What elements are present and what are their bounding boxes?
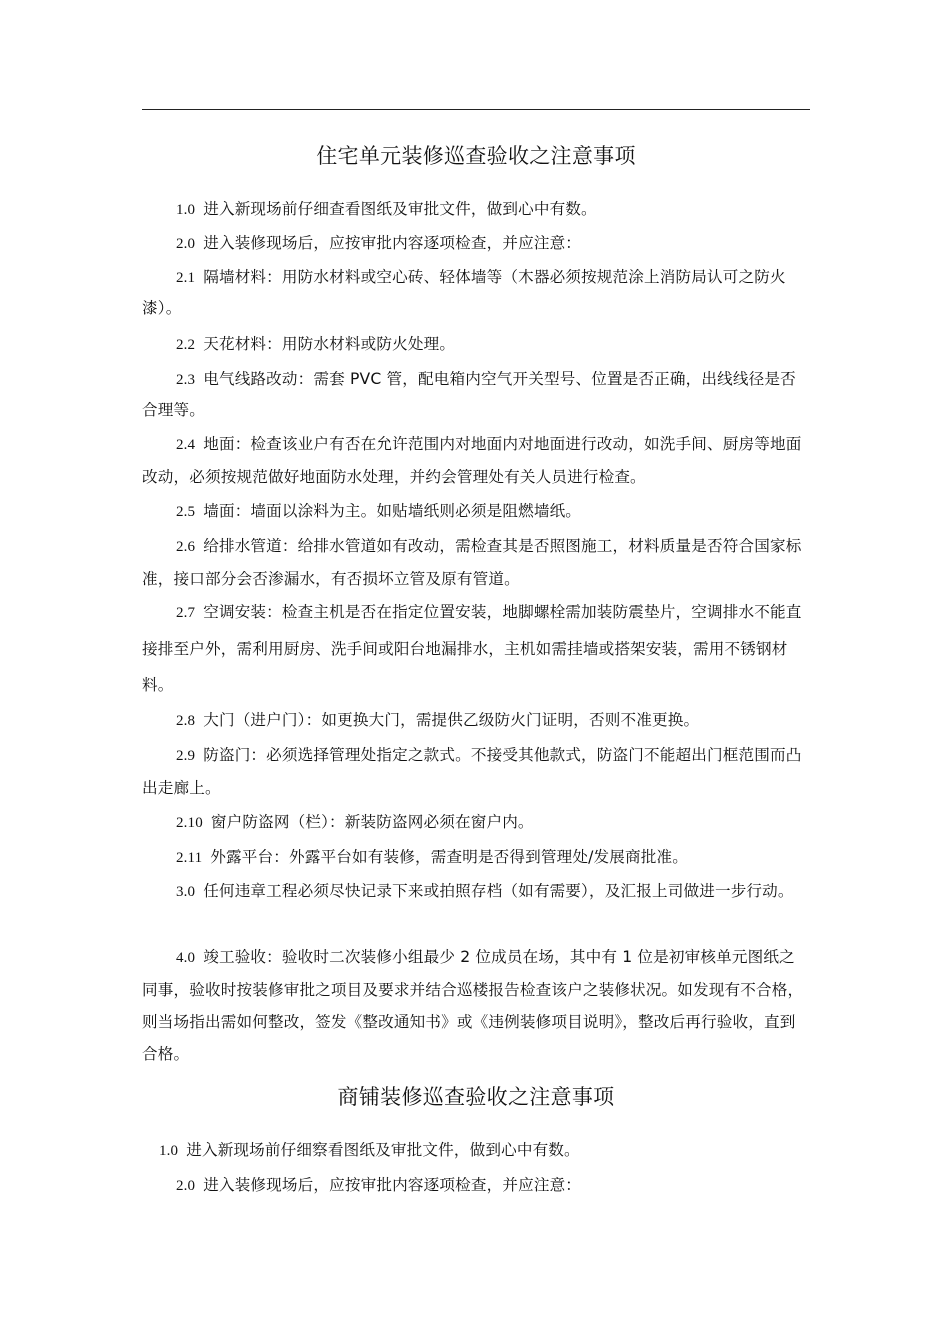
- section1-item-2-0: [142, 227, 810, 260]
- item-text: 隔墙材料：用防水材料或空心砖、轻体墙等（木器必须按规范涂上消防局认可之防火漆）。: [142, 268, 786, 317]
- section1-item-2-7: [142, 594, 810, 703]
- section1-item-2-3: [142, 364, 810, 425]
- section1-title: 住宅单元装修巡查验收之注意事项: [316, 144, 636, 168]
- item-text: 天花材料：用防水材料或防火处理。: [203, 335, 456, 353]
- item-number: 4.0: [176, 950, 196, 966]
- item-number: 2.10: [176, 815, 203, 831]
- item-number: 3.0: [176, 884, 196, 900]
- section2-title: 商铺装修巡查验收之注意事项: [337, 1085, 615, 1109]
- item-text: 空调安装：检查主机是否在指定位置安装，地脚螺栓需加装防震垫片，空调排水不能直接排至户外，需利用厨房、洗手间或阳台地漏排水，主机如需挂墙或搭架安装，需用不锈钢材料。: [142, 603, 802, 694]
- item-number: 2.5: [176, 504, 196, 520]
- section2-item-2-0: [142, 1169, 810, 1202]
- section1-item-2-4: [142, 428, 810, 493]
- section1-item-2-11: [142, 841, 810, 874]
- item-text: 给排水管道：给排水管道如有改动，需检查其是否照图施工，材料质量是否符合国家标准，接口部分会否渗漏水，有否损坏立管及原有管道。: [142, 537, 802, 588]
- item-text: 进入新现场前仔细察看图纸及审批文件，做到心中有数。: [186, 1141, 580, 1159]
- item-number: 2.0: [176, 1178, 196, 1194]
- item-number: 2.4: [176, 437, 196, 453]
- section1-item-3-0: [142, 875, 810, 908]
- item-text: 窗户防盗网（栏）：新装防盗网必须在窗户内。: [210, 813, 534, 831]
- item-number: 2.2: [176, 337, 196, 353]
- item-text: 进入装修现场后，应按审批内容逐项检查，并应注意：: [203, 234, 582, 252]
- item-number: 2.11: [176, 850, 203, 866]
- item-number: 1.0: [159, 1143, 179, 1159]
- item-text: 任何违章工程必须尽快记录下来或拍照存档（如有需要），及汇报上司做进一步行动。: [203, 882, 794, 900]
- item-number: 2.7: [176, 605, 196, 621]
- section1-item-2-2: [142, 328, 810, 361]
- item-number: 1.0: [176, 202, 196, 218]
- item-text: 外露平台：外露平台如有装修，需查明是否得到管理处/发展商批准。: [210, 848, 689, 866]
- section1-item-2-10: [142, 806, 810, 839]
- item-number: 2.6: [176, 539, 196, 555]
- item-text: 防盗门：必须选择管理处指定之款式。不接受其他款式，防盗门不能超出门框范围而凸出走廊上。: [142, 746, 802, 797]
- section1-item-2-9: [142, 739, 810, 804]
- item-text: 进入装修现场后，应按审批内容逐项检查，并应注意：: [203, 1176, 582, 1194]
- item-number: 2.0: [176, 236, 196, 252]
- header-rule: [142, 109, 810, 110]
- item-text: 电气线路改动：需套 PVC 管，配电箱内空气开关型号、位置是否正确，出线线径是否合理等。: [142, 370, 796, 419]
- section1-item-4-0: [142, 941, 810, 1070]
- section1-item-2-6: [142, 530, 810, 595]
- item-number: 2.1: [176, 270, 196, 286]
- section1-item-2-8: [142, 704, 810, 737]
- item-text: 地面：检查该业户有否在允许范围内对地面内对地面进行改动，如洗手间、厨房等地面改动，必须按规范做好地面防水处理，并约会管理处有关人员进行检查。: [142, 435, 802, 486]
- section1-item-1-0: [142, 193, 810, 226]
- section2-item-1-0: [142, 1134, 810, 1167]
- section1-item-2-1: [142, 262, 810, 323]
- item-number: 2.8: [176, 713, 196, 729]
- item-number: 2.3: [176, 372, 196, 388]
- item-number: 2.9: [176, 748, 196, 764]
- item-text: 墙面：墙面以涂料为主。如贴墙纸则必须是阻燃墙纸。: [203, 502, 582, 520]
- item-text: 竣工验收：验收时二次装修小组最少 2 位成员在场，其中有 1 位是初审核单元图纸之同事，验收时按装修审批之项目及要求并结合巡楼报告检查该户之装修状况。如发现有不合格，则当场指出需如何整改，签发《整改通知书》或《违例装修项目说明》，整改后再行验收，直到合格。: [142, 948, 804, 1063]
- section1-item-2-5: [142, 495, 810, 528]
- item-text: 大门（进户门）：如更换大门，需提供乙级防火门证明，否则不准更换。: [203, 711, 700, 729]
- item-text: 进入新现场前仔细查看图纸及审批文件，做到心中有数。: [203, 200, 597, 218]
